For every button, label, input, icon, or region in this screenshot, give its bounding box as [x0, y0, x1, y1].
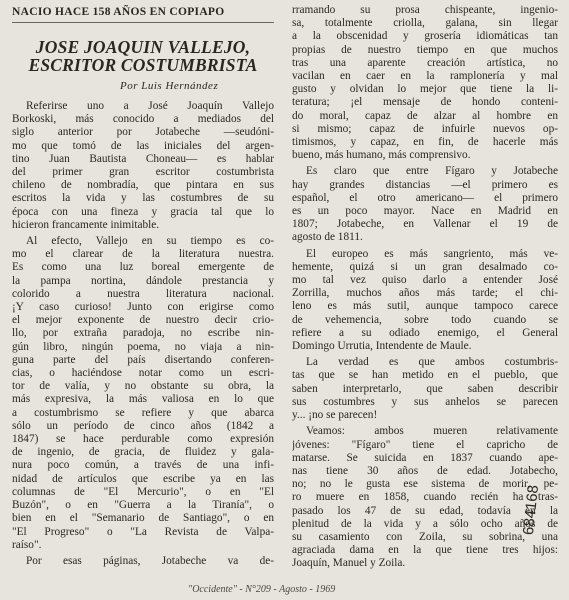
text-line: hicieron francamente inimitable.: [12, 218, 160, 231]
text-line: teratura; ¡el mensaje de hondo conteni-: [292, 96, 558, 109]
text-line: de vehemencia, sobre todo cuando se: [292, 313, 558, 326]
text-line: timismos, y capaz, en fin, de hacerle más: [292, 136, 558, 149]
text-line: es un poco mayor. Nace en Madrid en: [292, 205, 558, 218]
text-line: y... ¡no se parecen!: [292, 409, 378, 422]
text-line: Veamos: ambos mueren relativamente: [306, 425, 558, 438]
text-line: Al efecto, Vallejo en su tiempo es co-: [26, 235, 274, 248]
text-line: Zorrilla, muchos años más tarde; el chi-: [292, 287, 558, 300]
text-line: do moral, capaz de alzar al hombre en: [292, 109, 558, 122]
text-line: Joaquín, Manuel y Zoila.: [292, 557, 406, 570]
text-line: el mejor exponente de nuestro decir crio-: [12, 314, 274, 327]
text-line: nidad de artículos que escribe ya en las: [12, 472, 274, 485]
text-line: columnas de "El Mercurio", o en "El: [12, 485, 274, 498]
left-column-text: [12, 100, 274, 568]
text-line: sa, totalmente criolla, galana, sin llegar: [292, 17, 558, 30]
text-line: no; no le gusta ese sistema de morir, pe-: [292, 478, 558, 491]
text-line: vacilan en caer en la ramplonería y mal: [292, 70, 558, 83]
text-line: 1847) se hace perdurable como expresión: [12, 433, 274, 446]
text-line: Es como una luz boreal emergente de: [12, 261, 274, 274]
text-line: Borkoski, más conocido a mediados del: [12, 113, 274, 126]
text-line: gún libro, ningún poema, no viaja a nin-: [12, 340, 274, 353]
text-line: raíso".: [12, 538, 42, 551]
kicker-divider: [12, 22, 274, 23]
text-line: tas que se han metido en el pueblo, que: [292, 369, 558, 382]
text-line: Buzón", o en "Guerra a la Tiranía", o: [12, 499, 274, 512]
text-line: ¡Y caso curioso! Junto con erigirse como: [12, 301, 274, 314]
text-line: saben interpretarlo, que saben describir: [292, 382, 558, 395]
text-line: rramando su prosa chispeante, ingenio-: [292, 4, 558, 16]
text-line: tor de valía, y no obstante su obra, la: [12, 380, 274, 393]
text-line: hay grandes distancias —el primero es: [292, 178, 558, 191]
article-headline: [12, 38, 274, 74]
text-line: jóvenes: "Fígaro" tiene el capricho de: [292, 438, 558, 451]
text-line: llo, por extraña paradoja, no escribe nin-: [12, 327, 274, 340]
text-line: plenitud de la vida y a sólo ocho años de: [292, 517, 558, 530]
text-line: Referirse uno a José Joaquín Vallejo: [26, 100, 274, 112]
text-line: Domingo Urrutia, Intendente de Maule.: [292, 340, 472, 353]
text-line: propias de nuestro tiempo en que muchos: [292, 43, 558, 56]
text-line: agraciada dama en la que tiene tres hijos:: [292, 544, 558, 557]
text-line: cias, o haciéndose notar como un escri-: [12, 367, 274, 380]
text-line: de ingenio, de gracia, de fluidez y gala-: [12, 446, 274, 459]
text-line: chileno de nombradía, que pintara en sus: [12, 179, 274, 192]
text-line: mo tal vez quiso darlo a entender José: [292, 274, 558, 287]
text-line: guna parte del país disertando conferen-: [12, 353, 274, 366]
text-line: si mismo; capaz de infuirle nuevos op-: [292, 122, 558, 135]
source-annotation: "Occidente" - N°209 - Agosto - 1969: [188, 584, 336, 595]
text-line: mo que tomó de las iniciales del argen-: [12, 139, 274, 152]
text-line: mo el clarear de la literatura nuestra.: [12, 248, 274, 261]
text-line: español, el otro americano— el primero: [292, 191, 558, 204]
text-line: del primer gran escritor costumbrista: [12, 166, 274, 179]
article-byline: Por Luis Hernández: [120, 80, 219, 92]
text-line: nas tiene 30 años de edad. Jotabecho,: [292, 464, 558, 477]
article-kicker: NACIO HACE 158 AÑOS EN COPIAPO: [12, 6, 225, 18]
text-line: a costumbrismo se refiere y que abarca: [12, 406, 274, 419]
text-line: tras una aparente creación artística, no: [292, 56, 558, 69]
text-line: sólo un período de cinco años (1842 a: [12, 419, 274, 432]
text-line: leno es más sutil, aunque tampoco carece: [292, 300, 558, 313]
text-line: nura poco común, a través de una infi-: [12, 459, 274, 472]
text-line: siglo anterior por Jotabeche —seudóni-: [12, 126, 274, 139]
catalog-number-stamp: 684168: [520, 484, 543, 536]
text-line: su casamiento con Zoila, su sobrina, una: [292, 530, 558, 543]
text-line: colorido a nuestra literatura nacional.: [12, 287, 274, 300]
headline-line-2: ESCRITOR COSTUMBRISTA: [28, 55, 258, 75]
text-line: ro muere en 1858, cuando recién ha tras-: [292, 491, 558, 504]
text-line: pasado los 47 de su edad, todavía en la: [292, 504, 558, 517]
text-line: bueno, más humano, más comprensivo.: [292, 149, 471, 162]
text-line: la pampa nortina, dándole prestancia y: [12, 274, 274, 287]
text-line: 1807; Jotabeche, en Vallenar el 19 de: [292, 218, 558, 231]
text-line: bien en el "Semanario de Santiago", o en: [12, 512, 274, 525]
text-line: a la obscenidad y grosería idiomáticas tan: [292, 30, 558, 43]
headline-line-1: JOSE JOAQUIN VALLEJO,: [35, 37, 251, 57]
text-line: La verdad es que ambos costumbris-: [306, 356, 558, 369]
text-line: refiere a su odiado enemigo, el General: [292, 326, 558, 339]
text-line: hemente, quizá si un gran desalmado co-: [292, 260, 558, 273]
text-line: Es claro que entre Fígaro y Jotabeche: [306, 165, 558, 178]
text-line: "El Progreso" o "La Revista de Valpa-: [12, 525, 274, 538]
right-column-text: [292, 4, 558, 571]
text-line: matarse. Se suicida en 1837 cuando ape-: [292, 451, 558, 464]
text-line: gusto y olvidan lo mejor que tiene la li-: [292, 83, 558, 96]
text-line: época con una fineza y gracia tal que lo: [12, 205, 274, 218]
text-line: tino Juan Bautista Choneau— es hablar: [12, 152, 274, 165]
text-line: Por esas páginas, Jotabeche va de-: [26, 554, 274, 567]
text-line: sus costumbres y sus anhelos se parecen: [292, 395, 558, 408]
text-line: El europeo es más sangriento, más ve-: [306, 247, 558, 260]
text-line: agosto de 1811.: [292, 231, 363, 244]
text-line: escritos la vida y las costumbres de su: [12, 192, 274, 205]
text-line: más expresiva, la más valiosa en lo que: [12, 393, 274, 406]
